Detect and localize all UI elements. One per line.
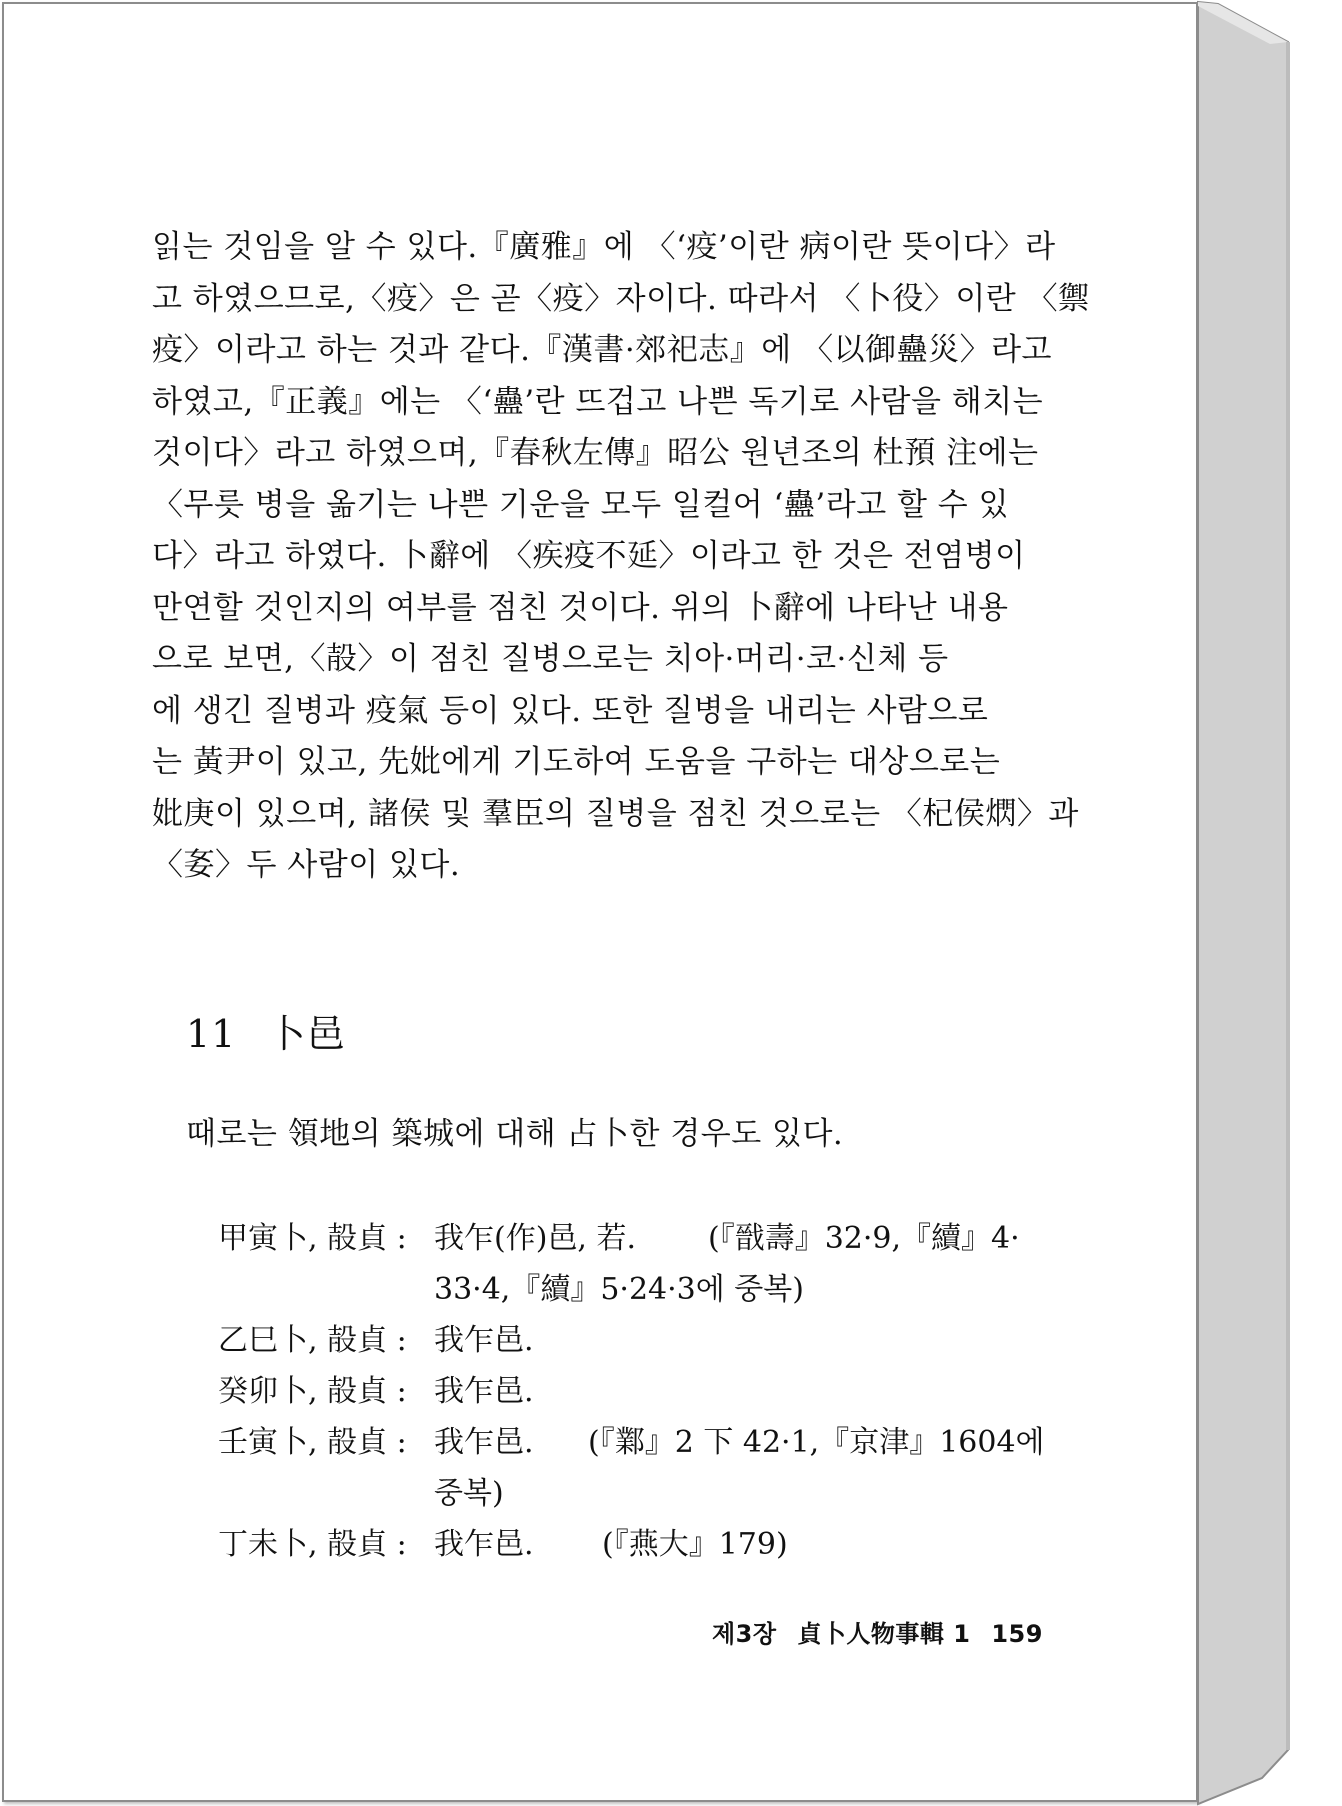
- paragraph-line: 에 생긴 질병과 疫氣 등이 있다. 또한 질병을 내리는 사람으로: [152, 692, 989, 729]
- entry-text: 我乍邑.: [434, 1425, 534, 1460]
- paragraph-line: 妣庚이 있으며, 諸侯 및 羣臣의 질병을 점친 것으로는 〈杞侯熌〉과: [152, 795, 1079, 832]
- entry-prefix: 丁未卜, 㱿貞 :: [218, 1527, 407, 1562]
- entry-reference-continued: 33·4,『續』5·24·3에 중복): [434, 1272, 804, 1307]
- page-footer: [712, 1614, 1055, 1649]
- paragraph-line: 疫〉이라고 하는 것과 같다.『漢書·郊祀志』에 〈以御蠱災〉라고: [152, 332, 1052, 368]
- entry-prefix: 壬寅卜, 㱿貞 :: [218, 1425, 407, 1460]
- footer-chapter: 제3장: [712, 1620, 777, 1648]
- paragraph-line: 다〉라고 하였다. 卜辭에 〈疾疫不延〉이라고 한 것은 전염병이: [152, 538, 1026, 574]
- body-paragraph: [152, 222, 1090, 892]
- entry-reference: (『戩壽』32·9,『續』4·: [708, 1221, 1020, 1256]
- footer-chapter-title: 貞卜人物事輯 1: [797, 1620, 971, 1648]
- paragraph-line: 만연할 것인지의 여부를 점친 것이다. 위의 卜辭에 나타난 내용: [152, 589, 1009, 626]
- entry-prefix: 癸卯卜, 㱿貞 :: [218, 1374, 407, 1409]
- entry-text: 我乍邑.: [434, 1527, 534, 1562]
- entry-text: 我乍邑.: [434, 1374, 534, 1409]
- entry-text: 我乍(作)邑, 若.: [434, 1221, 637, 1256]
- paragraph-line: 하였고,『正義』에는 〈‘蠱’란 뜨겁고 나쁜 독기로 사람을 해치는: [152, 383, 1044, 420]
- paragraph-line: 고 하였으므로,〈疫〉은 곧〈疫〉자이다. 따라서 〈卜役〉이란 〈禦: [152, 280, 1090, 317]
- section-heading: [186, 1003, 345, 1058]
- paragraph-line: 으로 보면,〈㱿〉이 점친 질병으로는 치아·머리·코·신체 등: [152, 641, 949, 677]
- paragraph-line: 〈㚣〉두 사람이 있다.: [152, 847, 461, 883]
- entry-text: 我乍邑.: [434, 1323, 534, 1358]
- entry-prefix: 乙巳卜, 㱿貞 :: [218, 1323, 407, 1358]
- entry-prefix: 甲寅卜, 㱿貞 :: [218, 1221, 407, 1256]
- page-number: 159: [991, 1620, 1043, 1648]
- paragraph-line: 읽는 것임을 알 수 있다.『廣雅』에 〈‘疫’이란 病이란 뜻이다〉라: [152, 229, 1056, 265]
- section-number: 11: [186, 1012, 237, 1056]
- entry-reference: (『鄴』2 下 42·1,『京津』1604에: [588, 1425, 1045, 1460]
- section-intro: 때로는 領地의 築城에 대해 占卜한 경우도 있다.: [186, 1116, 844, 1152]
- section-title: 卜邑: [267, 1012, 346, 1056]
- entry-reference: (『燕大』179): [602, 1527, 788, 1562]
- paragraph-line: 〈무릇 병을 옮기는 나쁜 기운을 모두 일컬어 ‘蠱’라고 할 수 있: [152, 486, 1010, 523]
- entry-reference-continued: 중복): [434, 1476, 504, 1511]
- paragraph-line: 는 黃尹이 있고, 先妣에게 기도하여 도움을 구하는 대상으로는: [152, 744, 1001, 780]
- paragraph-line: 것이다〉라고 하였으며,『春秋左傳』昭公 원년조의 杜預 注에는: [152, 435, 1039, 471]
